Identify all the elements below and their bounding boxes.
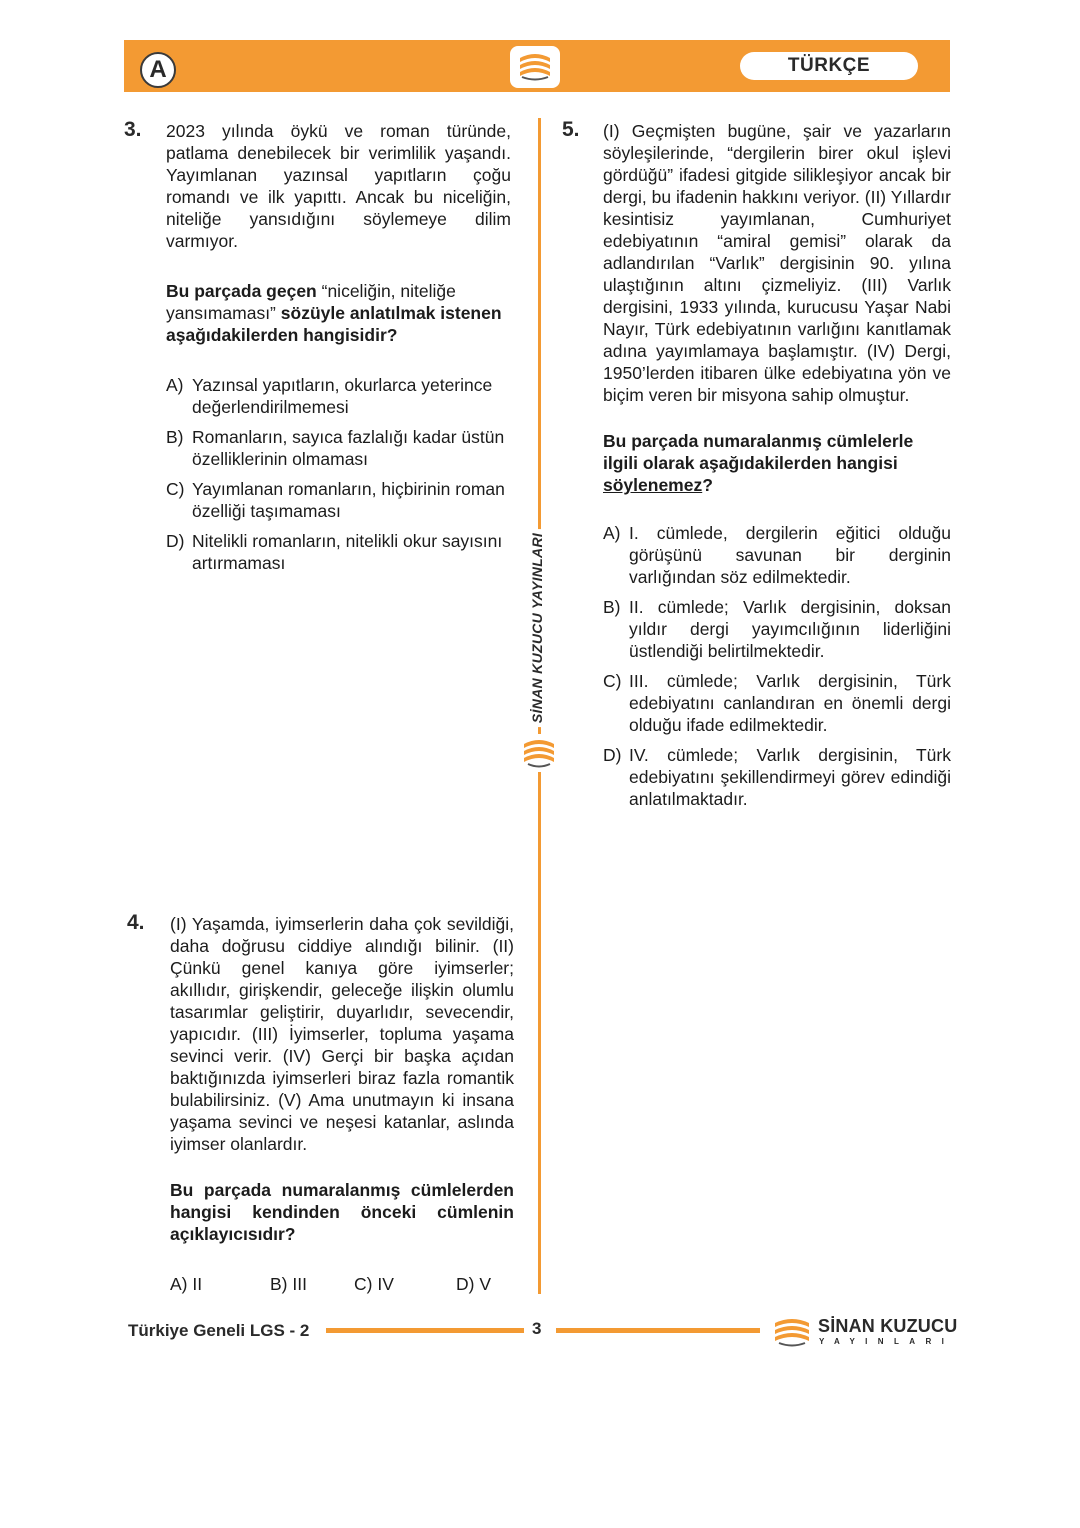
- option-a[interactable]: A) II: [170, 1274, 203, 1294]
- question-number: 3.: [124, 118, 142, 141]
- exam-title: Türkiye Geneli LGS - 2: [128, 1321, 310, 1340]
- publisher-subtitle: YAYINLARI: [819, 1337, 955, 1346]
- question-passage: (I) Yaşamda, iyimserlerin daha çok sevildiği, daha doğrusu ciddiye alındığı bilinir. (II) Çünkü genel kanıya göre iyimserler; akıllıdır, girişkendir, geleceğe ilişkin olumlu tasarımlar geliştirir, duyarlıdır, sevecendir, yapıcıdır. (III) İyimserler, topluma yaşama sevinci verir. (IV) Gerçi bir başka açıdan baktığınızda iyimserleri biraz fazla romantik bulabilirsiniz. (V) Ama unutmayın ki insana yaşama sevinci ve neşesi katanlar, aslında iyimser olanlardır.: [170, 914, 514, 1154]
- options-list: [603, 522, 951, 810]
- question-prompt: Bu parçada numaralanmış cümlelerden hangisi kendinden önceki cümlenin açıklayıcısıdır?: [170, 1180, 514, 1244]
- options-list: [170, 1273, 514, 1295]
- footer-rule-right: [556, 1328, 760, 1333]
- option-b[interactable]: B) II. cümlede; Varlık dergisinin, doksan yıldır dergi yayımcılığının liderliğini üstlendiği belirtilmektedir.: [603, 597, 951, 661]
- option-a[interactable]: A) Yazınsal yapıtların, okurlarca yeterince değerlendirilmemesi: [166, 375, 493, 417]
- question-5: [603, 120, 951, 818]
- question-prompt: Bu parçada numaralanmış cümlelerle ilgili olarak aşağıdakilerden hangisi söylenemez?: [603, 431, 914, 495]
- question-passage: 2023 yılında öykü ve roman türünde, patlama denebilecek bir verimlilik yaşandı. Yayımlanan yazınsal yapıtların çoğu romandı ve ilk yapıttı. Ancak bu niceliğin, niteliğe yansıdığını söylemeye dilim varmıyor.: [166, 121, 511, 251]
- books-logo-icon: [510, 46, 560, 88]
- question-number: 4.: [127, 911, 145, 934]
- option-d[interactable]: D) IV. cümlede; Varlık dergisinin, Türk edebiyatını şekillendirmeyi görev edindiği anlatılmaktadır.: [603, 745, 951, 809]
- question-passage: (I) Geçmişten bugüne, şair ve yazarların söyleşilerinde, “dergilerin birer okul işlevi gördüğü” ifadesi gitgide silikleşiyor ancak bir dergi, bu ifadenin hakkını veriyor. (II) Yıllardır kesintisiz yayımlanan, Cumhuriyet edebiyatının “amiral gemisi” olarak da adlandırılan “Varlık” dergisinin 90. yılına ulaştığının altını çizmeliyiz. (III) Varlık dergisini, 1933 yılında, kurucusu Yaşar Nabi Nayır, Türk edebiyatının varlığını kanıtlamak adına yayımlamaya başlamıştır. (IV) Dergi, 1950’lerden itibaren ülke edebiyatına yön ve biçim veren bir misyona sahip olmuştur.: [603, 121, 951, 405]
- subject-title: TÜRKÇE: [740, 52, 918, 80]
- publisher-name: SİNAN KUZUCU: [818, 1316, 958, 1336]
- options-list: [166, 374, 511, 574]
- footer-rule-left: [326, 1328, 524, 1333]
- option-d[interactable]: D) V: [456, 1274, 492, 1294]
- page-number: 3: [532, 1319, 542, 1338]
- option-c[interactable]: C) III. cümlede; Varlık dergisinin, Türk edebiyatını canlandıran en önemli dergi olduğu ifade edilmektedir.: [603, 671, 951, 735]
- option-d[interactable]: D) Nitelikli romanların, nitelikli okur sayısını artırmaması: [166, 531, 503, 573]
- option-b[interactable]: B) III: [270, 1274, 307, 1294]
- question-number: 5.: [562, 118, 580, 141]
- option-c[interactable]: C) Yayımlanan romanların, hiçbirinin roman özelliği taşımaması: [166, 479, 505, 521]
- option-a[interactable]: A) I. cümlede, dergilerin eğitici olduğu görüşünü savunan bir derginin varlığından söz edilmektedir.: [603, 523, 951, 587]
- negative-emphasis: söylenemez: [603, 475, 703, 495]
- question-prompt: Bu parçada geçen “niceliğin, niteliğe yansımaması” sözüyle anlatılmak istenen aşağıdakilerden hangisidir?: [166, 281, 502, 345]
- books-logo-icon: [520, 734, 558, 772]
- question-3: [166, 120, 511, 582]
- question-4: [170, 913, 514, 1295]
- option-c[interactable]: C) IV: [354, 1274, 394, 1294]
- option-b[interactable]: B) Romanların, sayıca fazlalığı kadar üstün özelliklerinin olmaması: [166, 427, 505, 469]
- booklet-type-badge: A: [140, 52, 176, 88]
- books-logo-icon: [772, 1314, 812, 1348]
- publisher-logo: [772, 1314, 958, 1350]
- vertical-brand-text: SİNAN KUZUCU YAYINLARI: [523, 529, 551, 727]
